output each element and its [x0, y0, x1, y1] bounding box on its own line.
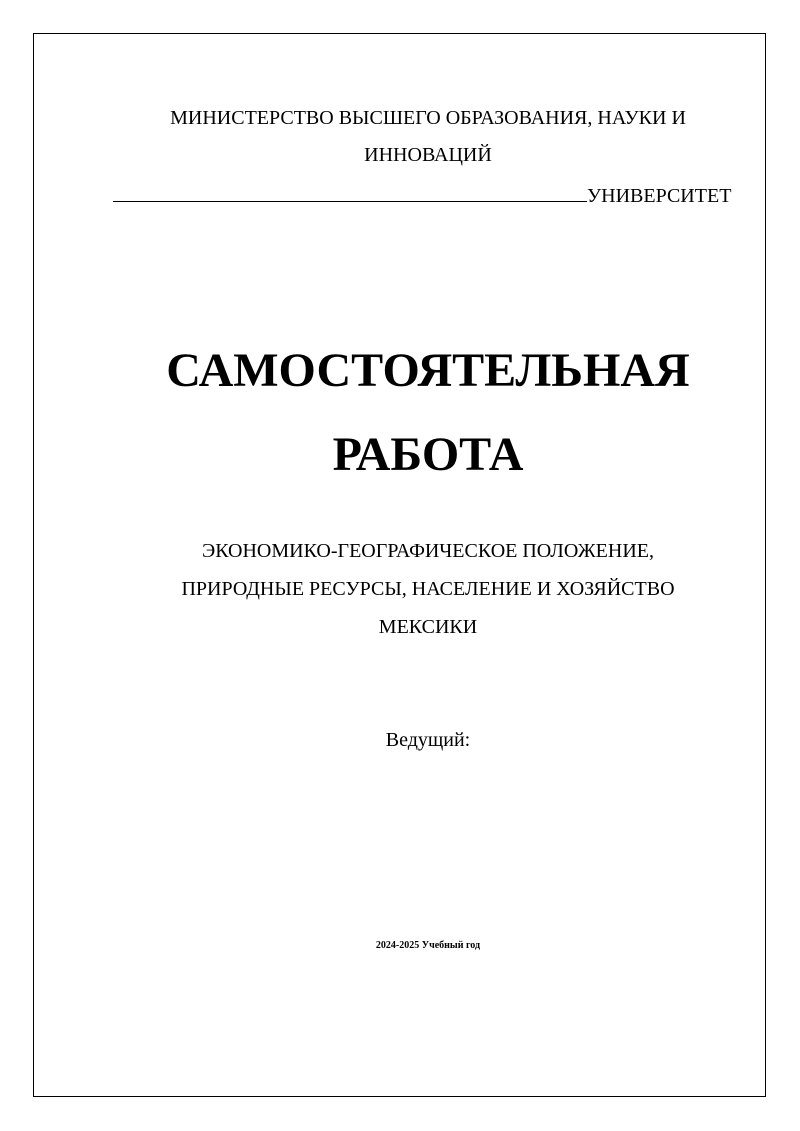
university-name-blank [113, 175, 587, 202]
ministry-line-2: ИННОВАЦИЙ [364, 144, 492, 166]
topic-line-1: ЭКОНОМИКО-ГЕОГРАФИЧЕСКОЕ ПОЛОЖЕНИЕ, [201, 540, 655, 562]
academic-year: 2024-2025 Учебный год [375, 940, 481, 951]
ministry-line-1: МИНИСТЕРСТВО ВЫСШЕГО ОБРАЗОВАНИЯ, НАУКИ И [170, 107, 686, 129]
work-topic [110, 532, 746, 646]
university-line [113, 175, 753, 215]
topic-line-3: МЕКСИКИ [378, 616, 478, 638]
document-title [60, 329, 796, 497]
ministry-heading [110, 100, 746, 174]
supervisor-label: Ведущий: [385, 729, 471, 751]
title-line-1: САМОСТОЯТЕЛЬНАЯ [166, 344, 690, 397]
topic-line-2: ПРИРОДНЫЕ РЕСУРСЫ, НАСЕЛЕНИЕ И ХОЗЯЙСТВО [181, 578, 675, 600]
title-line-2: РАБОТА [332, 428, 524, 481]
university-label: УНИВЕРСИТЕТ [587, 185, 732, 207]
